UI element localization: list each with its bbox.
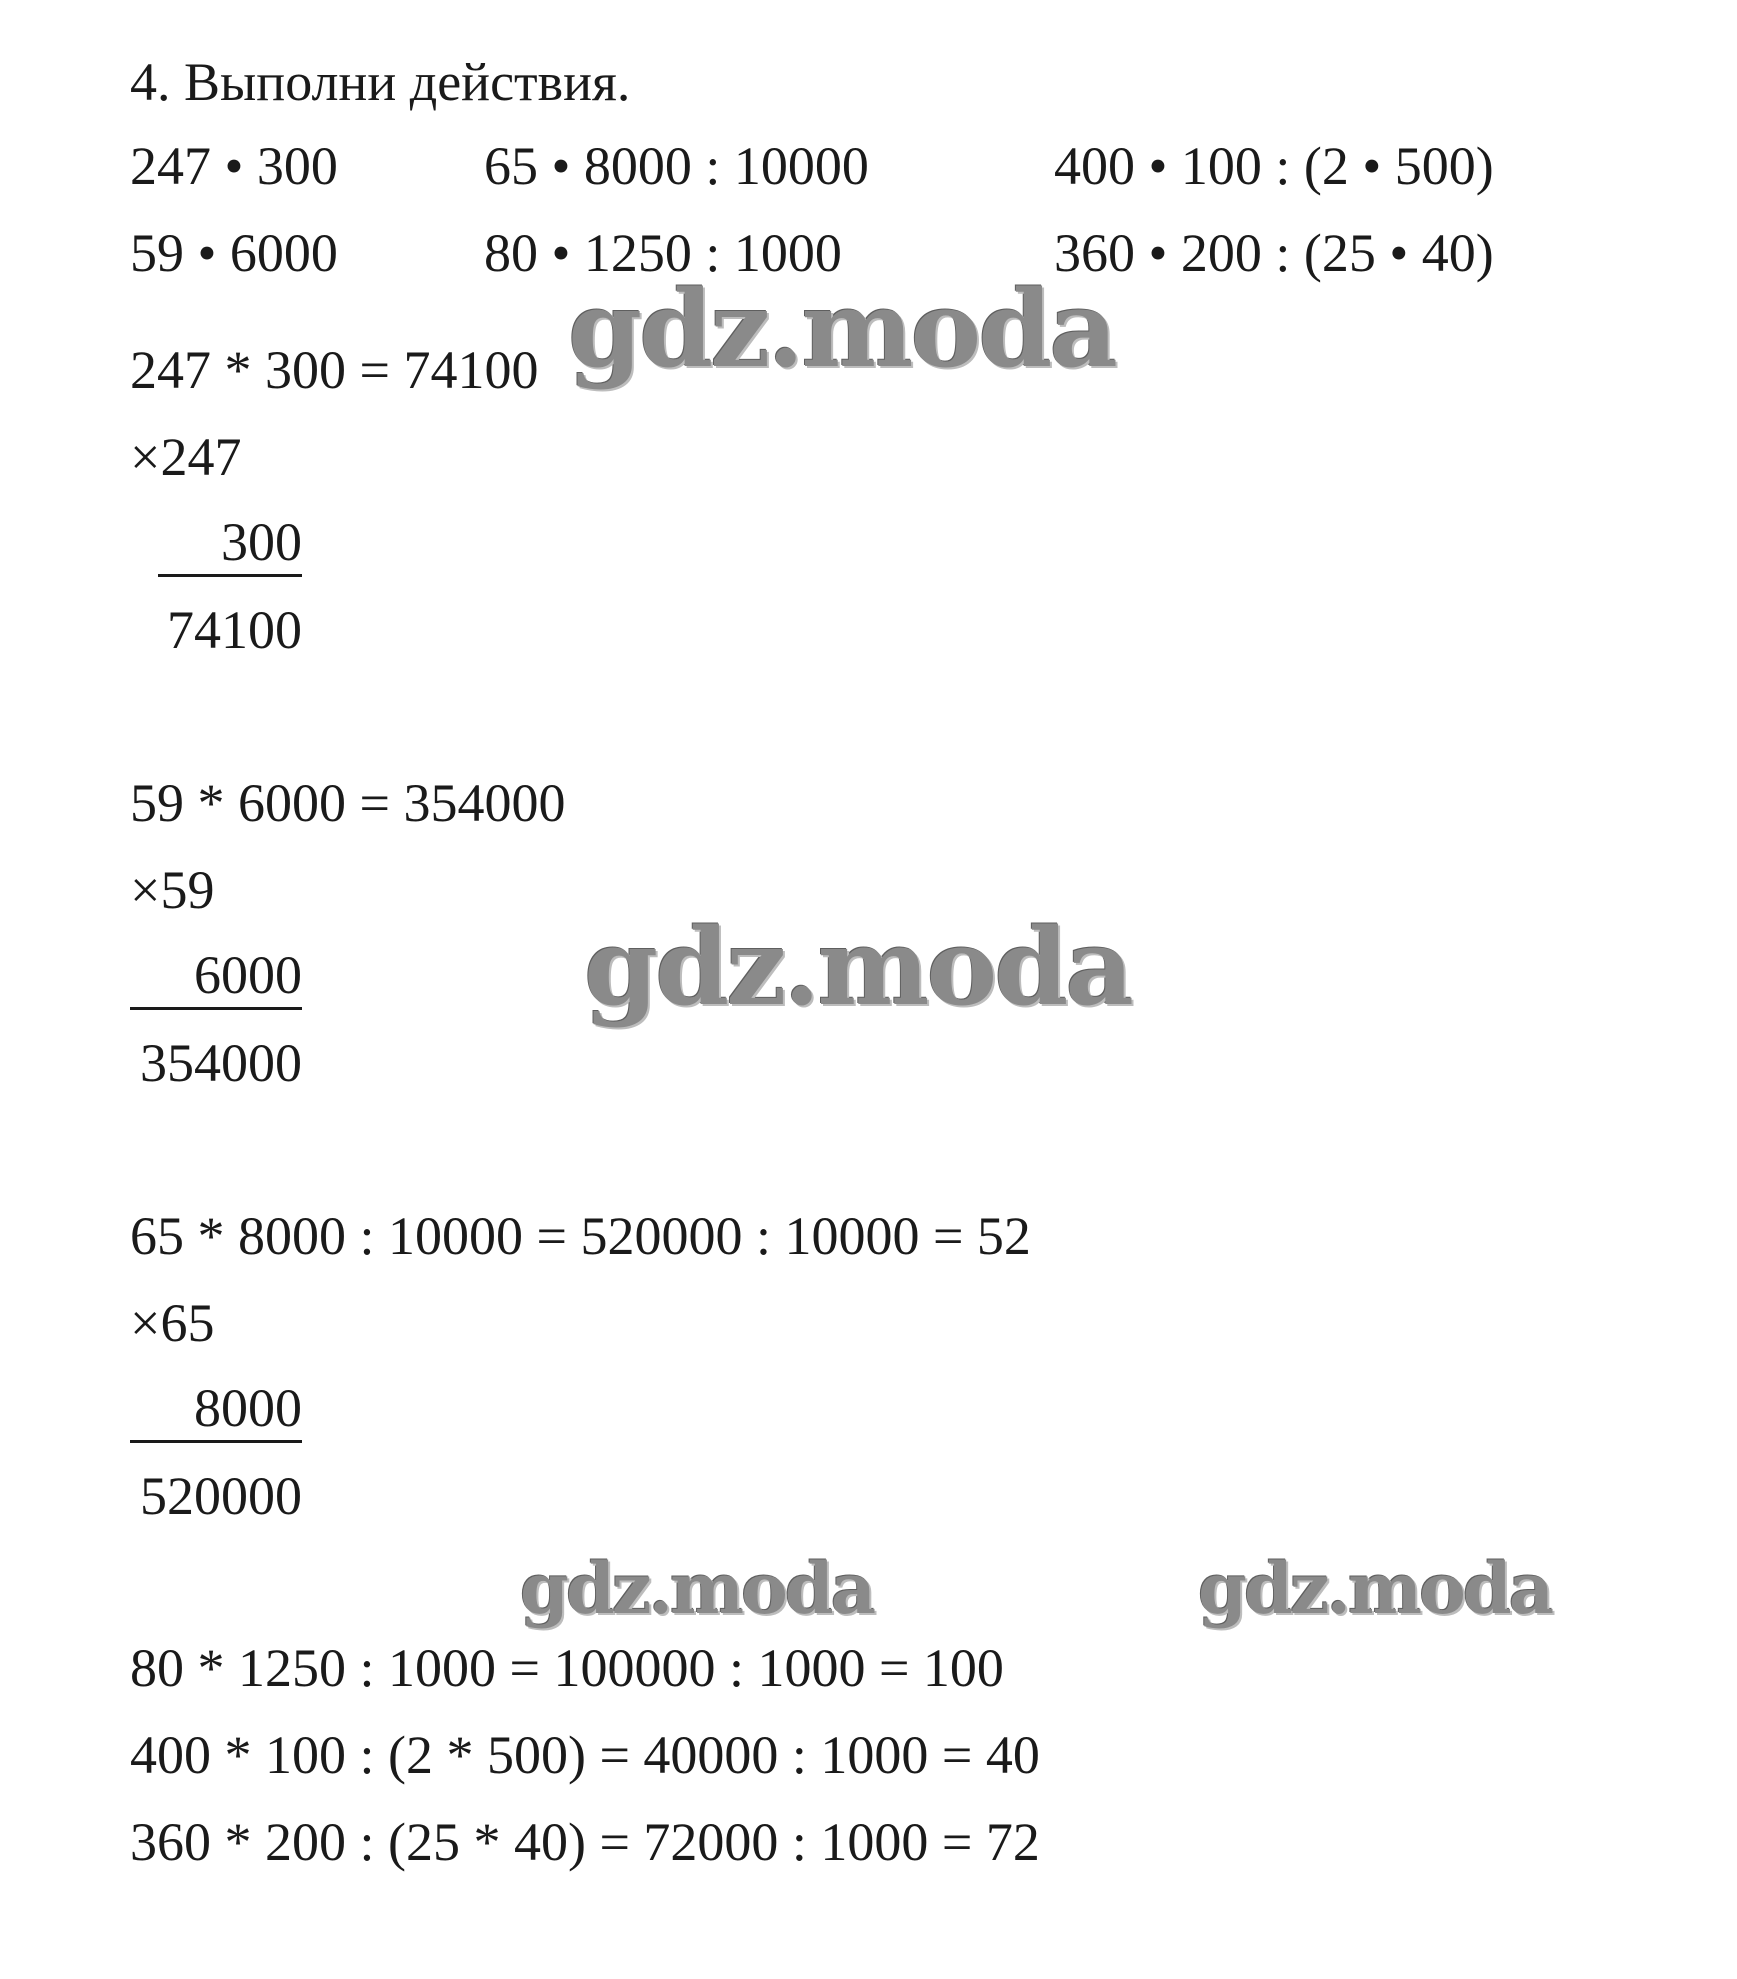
task-expression: 65 • 8000 : 10000 <box>484 136 869 196</box>
column-result: 520000 <box>140 1466 302 1526</box>
solution-equation: 247 * 300 = 74100 <box>130 340 539 400</box>
solution-equation: 400 * 100 : (2 * 500) = 40000 : 1000 = 40 <box>130 1725 1040 1785</box>
watermark-text: gdz.moda <box>584 904 1131 1029</box>
watermark-text: gdz.moda <box>1198 1547 1552 1630</box>
solution-equation: 59 * 6000 = 354000 <box>130 773 566 833</box>
task-expression: 59 • 6000 <box>130 223 338 283</box>
watermark-text: gdz.moda <box>568 266 1115 391</box>
task-title: 4. Выполни действия. <box>130 52 631 112</box>
column-result: 74100 <box>167 600 302 660</box>
task-expression: 360 • 200 : (25 • 40) <box>1054 223 1494 283</box>
solution-equation: 360 * 200 : (25 * 40) = 72000 : 1000 = 72 <box>130 1812 1040 1872</box>
column-result: 354000 <box>140 1033 302 1093</box>
column-factor-1: ×247 <box>130 427 242 487</box>
column-factor-1: ×59 <box>130 860 215 920</box>
solution-equation: 80 * 1250 : 1000 = 100000 : 1000 = 100 <box>130 1638 1004 1698</box>
column-factor-1: ×65 <box>130 1293 215 1353</box>
column-factor-2: 8000 <box>130 1378 302 1443</box>
task-expression: 80 • 1250 : 1000 <box>484 223 842 283</box>
task-expression: 247 • 300 <box>130 136 338 196</box>
column-factor-2: 300 <box>158 512 302 577</box>
solution-equation: 65 * 8000 : 10000 = 520000 : 10000 = 52 <box>130 1206 1031 1266</box>
watermark-text: gdz.moda <box>520 1547 874 1630</box>
column-factor-2: 6000 <box>130 945 302 1010</box>
task-expression: 400 • 100 : (2 • 500) <box>1054 136 1494 196</box>
